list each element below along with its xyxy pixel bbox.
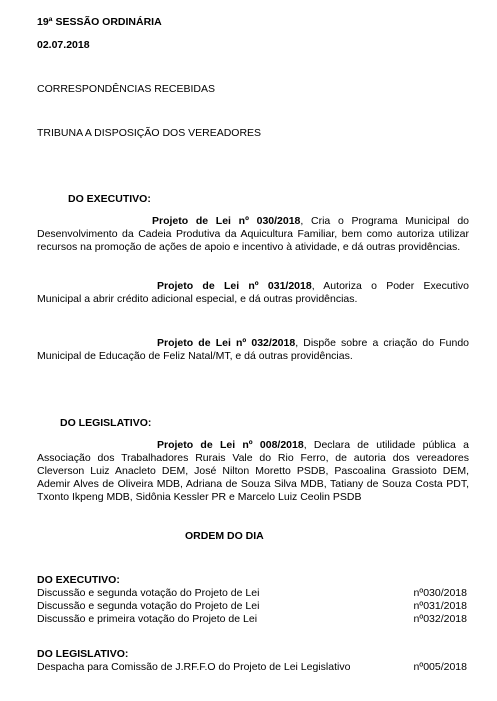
agenda-item — [37, 600, 467, 613]
agenda-item — [37, 613, 467, 626]
agenda-item-number: nº005/2018 — [413, 661, 467, 673]
agenda-legislative-heading: DO LEGISLATIVO: — [37, 648, 129, 660]
bill-lead: , Declara de utilidade pública a — [303, 439, 469, 451]
bill-lead: , Cria o Programa Municipal do — [300, 215, 469, 227]
agenda-item-number: nº032/2018 — [413, 613, 467, 625]
agenda-title: ORDEM DO DIA — [185, 530, 264, 542]
bill-id: Projeto de Lei nº 031/2018 — [157, 280, 312, 292]
bill-description: Associação dos Trabalhadores Rurais Vale do Rio Ferro, de autoria dos vereadores Cleverson Luiz Anacleto DEM, José Nilton Moretto PSDB, Pascoalina Grassioto DEM, Ademir Alves de Oliveira MDB, Adriana de Souza Silva MDB, Tatiany de Souza Costa PDT, Txonto Ikpeng MDB, Sidônia Kessler PR e Marcelo Luiz Ceolin PSDB — [37, 452, 469, 504]
bill-id: Projeto de Lei nº 030/2018 — [152, 215, 301, 227]
agenda-item-label: Despacha para Comissão de J.RF.F.O do Projeto de Lei Legislativo — [37, 661, 351, 673]
executive-bill-031 — [37, 280, 469, 306]
correspondence-heading: CORRESPONDÊNCIAS RECEBIDAS — [37, 83, 215, 95]
session-title: 19ª SESSÃO ORDINÁRIA — [37, 16, 162, 28]
agenda-executive-heading: DO EXECUTIVO: — [37, 574, 120, 586]
agenda-item-number: nº030/2018 — [413, 587, 467, 599]
bill-lead-line — [37, 215, 469, 228]
legislative-heading: DO LEGISLATIVO: — [60, 417, 152, 429]
session-date: 02.07.2018 — [37, 39, 90, 51]
agenda-item-label: Discussão e primeira votação do Projeto de Lei — [37, 613, 258, 625]
bill-description: Desenvolvimento da Cadeia Produtiva da Aquicultura Familiar, bem como autoriza utilizar recursos na promoção de ações de apoio e incentivo à atividade, e dá outras providências. — [37, 228, 469, 254]
agenda-item-label: Discussão e segunda votação do Projeto de Lei — [37, 587, 260, 599]
executive-heading: DO EXECUTIVO: — [68, 193, 151, 205]
bill-description: Municipal a abrir crédito adicional especial, e dá outras providências. — [37, 293, 358, 306]
executive-bill-032 — [37, 337, 469, 363]
bill-lead-line — [37, 337, 469, 350]
agenda-item — [37, 661, 467, 674]
bill-lead: , Autoriza o Poder Executivo — [311, 280, 469, 292]
bill-description: Municipal de Educação de Feliz Natal/MT, e dá outras providências. — [37, 350, 353, 363]
agenda-item-label: Discussão e segunda votação do Projeto de Lei — [37, 600, 260, 612]
bill-id: Projeto de Lei nº 008/2018 — [157, 439, 304, 451]
tribune-heading: TRIBUNA A DISPOSIÇÃO DOS VEREADORES — [37, 127, 262, 139]
bill-lead-line — [37, 280, 469, 293]
bill-lead-line — [37, 439, 469, 452]
legislative-bill-008 — [37, 439, 469, 504]
agenda-item-number: nº031/2018 — [413, 600, 467, 612]
executive-bill-030 — [37, 215, 469, 254]
bill-lead: , Dispõe sobre a criação do Fundo — [295, 337, 470, 349]
agenda-item — [37, 587, 467, 600]
bill-id: Projeto de Lei nº 032/2018 — [157, 337, 296, 349]
